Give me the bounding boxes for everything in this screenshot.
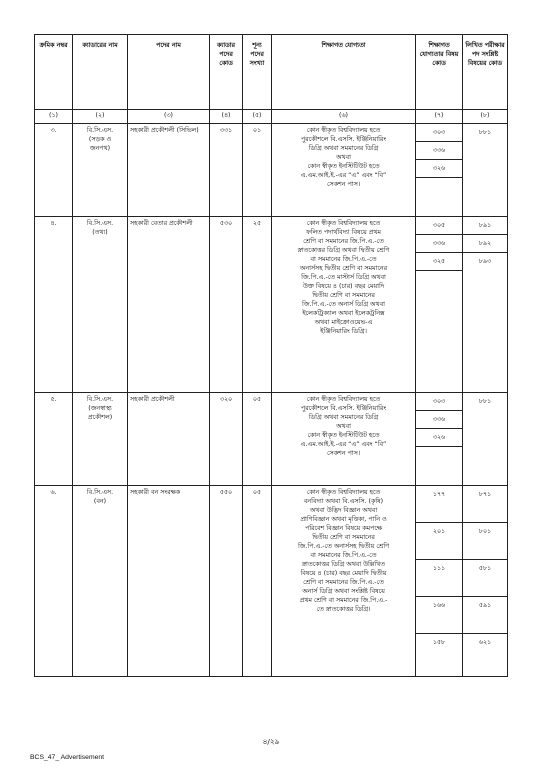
header-cadre: ক্যাডারের নাম [73,35,128,110]
row-qualification: কোন স্বীকৃত বিশ্ববিদ্যালয় হতে পুরকৌশলে বি.এসসি. ইঞ্জিনিয়ারিং ডিগ্রি অথবা সমমানের ডিগ্রি অথবা কোন স্বীকৃত ইনস্টিটিউট হতে এ.এম.আই.ই.-এর “এ” এবং “বি” সেকশন পাস। [272,124,416,217]
header-row [35,35,508,110]
row-code: ৩৩১ [210,124,243,217]
row-exam-codes: ৮৮১ [463,124,508,217]
header-exam-code: লিখিত পরীক্ষার পদ সংশ্লিষ্ট বিষয়ের কোড [463,35,508,110]
col-index: (৬) [272,110,416,124]
col-index: (৮) [463,110,508,124]
header-qualification: শিক্ষাগত যোগ্যতা [272,35,416,110]
row-exam-codes: ৮৯১ ৮৯২ ৮৯৩ [463,217,508,393]
row-cadre: বি.সি.এস. (বন) [73,486,128,677]
row-code: ৫৫০ [210,486,243,677]
header-post: পদের নাম [128,35,210,110]
row-cadre: বি.সি.এস. (সড়ক ও জনপথ) [73,124,128,217]
header-serial: ক্রমিক নম্বর [35,35,73,110]
row-exam-codes: ৮৭১ ৮০১ ৫৮১ ৫৯১ ৬২১ [463,486,508,677]
row-serial: ৫. [35,393,73,486]
row-qualification: কোন স্বীকৃত বিশ্ববিদ্যালয় হতে পুরকৌশলে বি.এসসি. ইঞ্জিনিয়ারিং ডিগ্রি অথবা সমমানের ডিগ্রি অথবা কোন স্বীকৃত ইনস্টিটিউট হতে এ.এম.আই.ই.-এর “এ” এবং “বি” সেকশন পাস। [272,393,416,486]
header-subject-code: শিক্ষাগত যোগ্যতার বিষয় কোড [416,35,463,110]
row-subject-codes: ৩০৩ ৩৩৬ ৩২৬ [416,393,463,486]
row-subject-codes: ৩০৩ ৩৩৬ ৩২৬ [416,124,463,217]
header-vacancy: শূন্য পদের সংখ্যা [243,35,272,110]
row-vacancy: ০৫ [243,486,272,677]
header-code: ক্যাডার পদের কোড [210,35,243,110]
row-code: ৩২০ [210,393,243,486]
column-index-row [35,110,508,124]
row-vacancy: ০৫ [243,393,272,486]
table-row [35,393,508,486]
row-post: সহকারী প্রকৌশলী [128,393,210,486]
row-subject-codes: ১৭৭ ২০১ ১১১ ১৬৬ ১৫৮ [416,486,463,677]
row-qualification: কোন স্বীকৃত বিশ্ববিদ্যালয় হতে ফলিত পদার্থবিদ্যা বিষয়ে প্রথম শ্রেণি বা সমমানের জি.পি.এ.-তে স্নাতকোত্তর ডিগ্রি অথবা দ্বিতীয় শ্রেণি বা সমমানের জি.পি.এ.-তে অনার্সসহ দ্বিতীয় শ্রেণি বা সমমানের জি.পি.এ.-তে মাস্টার্স ডিগ্রি অথবা উক্ত বিষয়ে ৪ (চার) বছর মেয়াদি দ্বিতীয় শ্রেণি বা সমমানের জি.পি.এ.-তে অনার্স ডিগ্রি অথবা ইলেকট্রিক্যাল অথবা ইলেকট্রনিক্স অথবা মাইক্রোওয়েভ-এ ইঞ্জিনিয়ারিং ডিগ্রি। [272,217,416,393]
col-index: (৩) [128,110,210,124]
row-post: সহকারী প্রকৌশলী (সিভিল) [128,124,210,217]
row-qualification: কোন স্বীকৃত বিশ্ববিদ্যালয় হতে বনবিদ্যা অথবা বি.এসসি. (কৃষি) অথবা উদ্ভিদ বিজ্ঞান অথবা প্রাণিবিজ্ঞান অথবা মৃত্তিকা, পানি ও পরিবেশ বিজ্ঞান বিষয়ে কমপক্ষে দ্বিতীয় শ্রেণি বা সমমানের জি.পি.এ.-তে অনার্সসহ দ্বিতীয় শ্রেণি বা সমমানের জি.পি.এ.-তে স্নাতকোত্তর ডিগ্রি অথবা উল্লিখিত বিষয়ে ৪ (চার) বছর মেয়াদি দ্বিতীয় শ্রেণি বা সমমানের জি.পি.এ.-তে অনার্স ডিগ্রি অথবা সংশ্লিষ্ট বিষয়ে প্রথম শ্রেণি বা সমমানের জি.পি.এ.- তে স্নাতকোত্তর ডিগ্রি। [272,486,416,677]
row-serial: ৬. [35,486,73,677]
row-vacancy: ২৫ [243,217,272,393]
cadre-table [34,34,508,677]
page-number: ৪/২৯ [262,737,280,746]
row-cadre: বি.সি.এস. (তথ্য) [73,217,128,393]
col-index: (৭) [416,110,463,124]
row-serial: ৩. [35,124,73,217]
document-name: BCS_47_ Advertisement [30,754,105,761]
row-vacancy: ০১ [243,124,272,217]
table-row [35,124,508,217]
row-post: সহকারী বেতার প্রকৌশলী [128,217,210,393]
row-post: সহকারী বন সংরক্ষক [128,486,210,677]
table-row [35,486,508,677]
row-serial: ৪. [35,217,73,393]
col-index: (১) [35,110,73,124]
col-index: (৫) [243,110,272,124]
row-exam-codes: ৮৮১ [463,393,508,486]
row-code: ৫৩০ [210,217,243,393]
table-row [35,217,508,393]
col-index: (২) [73,110,128,124]
row-subject-codes: ৩০৫ ৩৩৬ ৩২৫ [416,217,463,393]
row-cadre: বি.সি.এস. (জনস্বাস্থ্য প্রকৌশল) [73,393,128,486]
col-index: (৪) [210,110,243,124]
